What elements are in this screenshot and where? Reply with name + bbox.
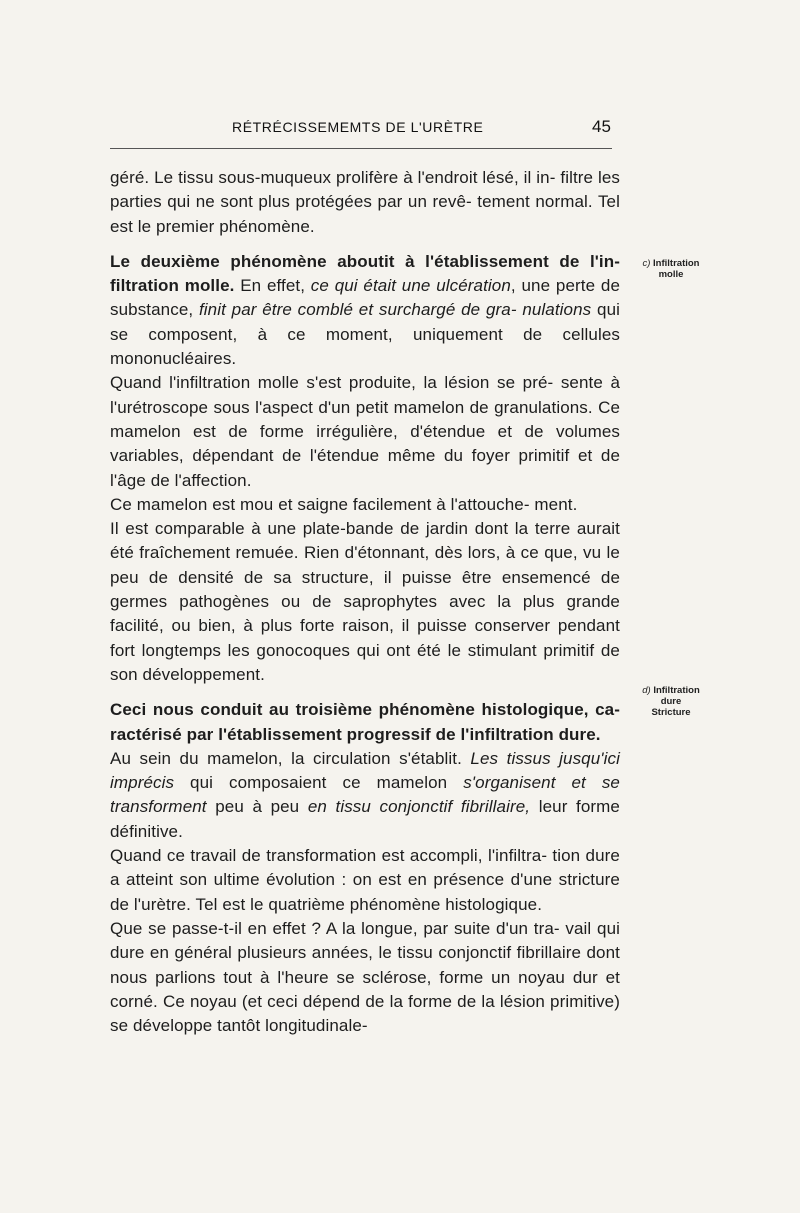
paragraph-9: Que se passe-t-il en effet ? A la longue, par suite d'un tra- vail qui dure en général plusieurs années, le tissu conjonctif fibrillaire dont nous parlions tout à l'heure se sclérose, forme un noyau dur et corné. Ce noyau (et ceci dépend de la forme de la lésion primitive) se développe tantôt longitudinale- xyxy=(110,918,620,1036)
paragraph-6 xyxy=(110,698,620,747)
margin-note-title: Infiltration xyxy=(653,258,700,269)
margin-note-line: Stricture xyxy=(651,707,691,718)
paragraph-5: Il est comparable à une plate-bande de jardin dont la terre aurait été fraîchement remuée. Rien d'étonnant, dès lors, à ce que, vu le peu de densité de sa structure, il puisse être ensemencé de germes pathogènes ou de saprophytes avec la plus grande facilité, ou bien, à plus forte raison, il puisse conserver pendant fort longtemps les gonocoques qui ont été le stimulant primitif de son développement. xyxy=(110,519,620,684)
margin-note-letter: d) xyxy=(642,685,651,696)
page-number: 45 xyxy=(592,117,611,136)
paragraph-8: Quand ce travail de transformation est accompli, l'infiltra- tion dure a atteint son ultime évolution : on est en présence d'une stricture de l'urètre. Tel est le quatrième phénomène histologique. xyxy=(110,846,620,914)
margin-note-line: molle xyxy=(658,269,684,280)
paragraph-7: Au sein du mamelon, la circulation s'établit. Les tissus jusqu'ici imprécis qui composaient ce mamelon s'organisent et se transforment peu à peu en tissu conjonctif fibrillaire, leur forme définitive. xyxy=(110,748,620,841)
margin-note-d xyxy=(630,685,712,718)
margin-note-line: dure xyxy=(660,696,682,707)
margin-note-letter: c) xyxy=(642,258,651,269)
running-title: RÉTRÉCISSEMEMTS DE L'URÈTRE xyxy=(232,119,484,135)
paragraph-4: Ce mamelon est mou et saigne facilement à l'attouche- ment. xyxy=(110,494,578,514)
paragraph-3: Quand l'infiltration molle s'est produite, la lésion se pré- sente à l'urétroscope sous l'aspect d'un petit mamelon de granulations. Ce mamelon est de forme irrégulière, d'étendue et de volumes variables, dépendant de l'étendue même du foyer primitif et de l'âge de l'affection. xyxy=(110,373,620,490)
section-heading-infiltration-molle: Le deuxième phénomène aboutit à l'établissement de l'in- filtration molle. xyxy=(110,251,620,296)
margin-note-c xyxy=(630,258,712,280)
paragraph-1: géré. Le tissu sous-muqueux prolifère à l'endroit lésé, il in- filtre les parties qui ne sont plus protégées par un revê- tement normal. Tel est le premier phénomène. xyxy=(110,168,620,236)
paragraph-2: Le deuxième phénomène aboutit à l'établissement de l'in- filtration molle. En effet, ce qui était une ulcération, une perte de substance, finit par être comblé et surchargé de gra- nulations qui se composent, à ce moment, uniquement de cellules mononucléaires. xyxy=(110,251,620,369)
header-rule xyxy=(110,148,612,149)
section-heading-infiltration-dure: Ceci nous conduit au troisième phénomène histologique, ca- ractérisé par l'établissement progressif de l'infiltration dure. xyxy=(110,700,620,744)
margin-note-title: Infiltration xyxy=(653,685,700,696)
body-text xyxy=(110,166,620,1038)
